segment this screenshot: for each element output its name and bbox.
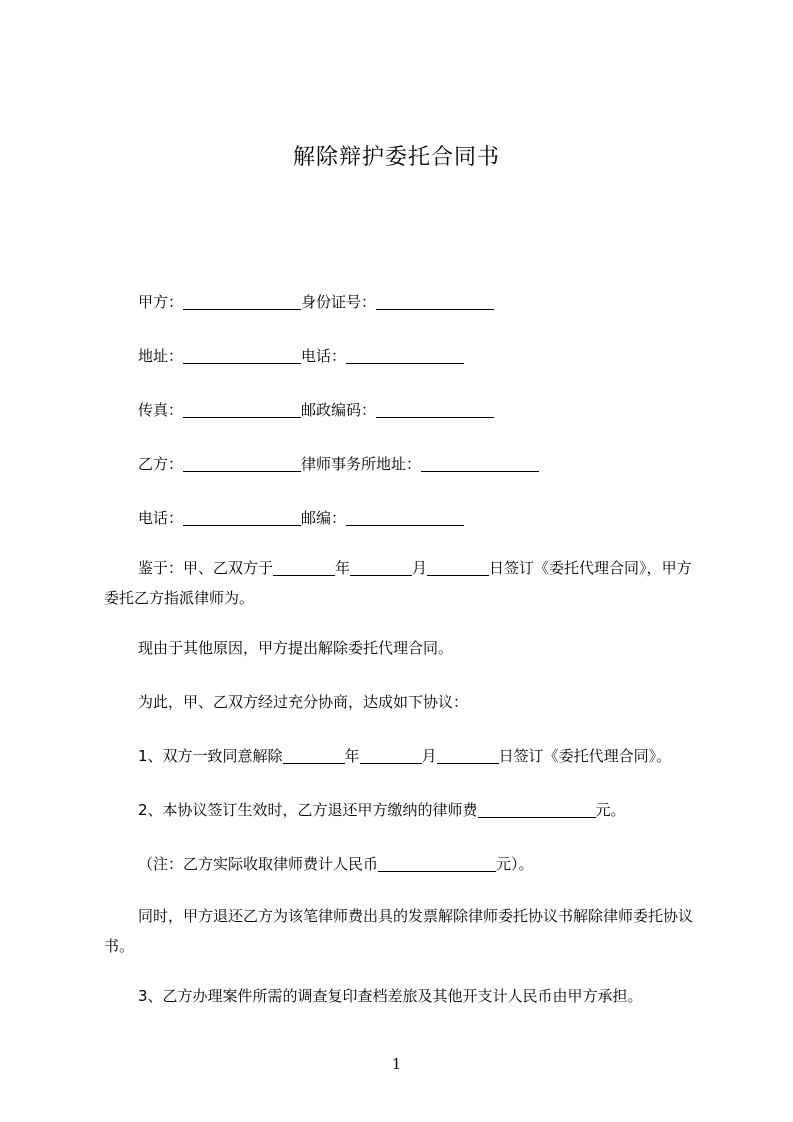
field-row-address — [138, 346, 464, 366]
clause-2: 2、本协议签订生效时，乙方退还甲方缴纳的律师费 元。 — [138, 801, 626, 819]
field-row-party-b — [138, 454, 539, 474]
blank-line — [346, 509, 464, 526]
field-label: 邮政编码： — [301, 401, 377, 419]
paragraph-invoice: 同时，甲方退还乙方为该笔律师费出具的发票解除律师委托协议书解除律师委托协议书。 — [104, 907, 694, 955]
document-title: 解除辩护委托合同书 — [292, 145, 500, 170]
field-label: 传真： — [138, 401, 184, 419]
field-label: 地址： — [138, 347, 184, 365]
blank-line — [283, 747, 345, 764]
clause-3: 3、乙方办理案件所需的调查复印查档差旅及其他开支计人民币由甲方承担。 — [138, 987, 643, 1005]
blank-line — [376, 401, 494, 418]
blank-line — [376, 293, 494, 310]
field-label: 电话： — [138, 509, 184, 527]
paragraph-reason: 现由于其他原因，甲方提出解除委托代理合同。 — [138, 639, 454, 657]
field-row-party-a — [138, 292, 494, 312]
blank-line — [378, 855, 496, 872]
field-label: 邮编： — [301, 509, 347, 527]
paragraph-whereas: 鉴于：甲、乙双方于 年 月 日签订《委托代理合同》，甲方委托乙方指派律师为。 — [104, 559, 692, 607]
blank-line — [346, 347, 464, 364]
blank-line — [183, 293, 301, 310]
field-row-phone — [138, 508, 464, 528]
blank-line — [183, 401, 301, 418]
blank-line — [360, 747, 422, 764]
field-label: 甲方： — [138, 293, 184, 311]
blank-line — [421, 455, 539, 472]
field-label: 电话： — [301, 347, 347, 365]
blank-line — [350, 559, 412, 576]
blank-line — [273, 559, 335, 576]
field-row-fax — [138, 400, 494, 420]
field-label: 律师事务所地址： — [301, 455, 422, 473]
blank-line — [478, 801, 596, 818]
field-label: 乙方： — [138, 455, 184, 473]
clause-note: （注：乙方实际收取律师费计人民币 元）。 — [138, 855, 534, 873]
field-label: 身份证号： — [301, 293, 377, 311]
blank-line — [183, 509, 301, 526]
page-number: 1 — [391, 1055, 402, 1073]
blank-line — [183, 455, 301, 472]
blank-line — [437, 747, 499, 764]
blank-line — [183, 347, 301, 364]
paragraph-agreement-intro: 为此，甲、乙双方经过充分协商，达成如下协议： — [138, 693, 469, 711]
blank-line — [427, 559, 489, 576]
clause-1: 1、双方一致同意解除 年 月 日签订《委托代理合同》。 — [138, 747, 672, 765]
